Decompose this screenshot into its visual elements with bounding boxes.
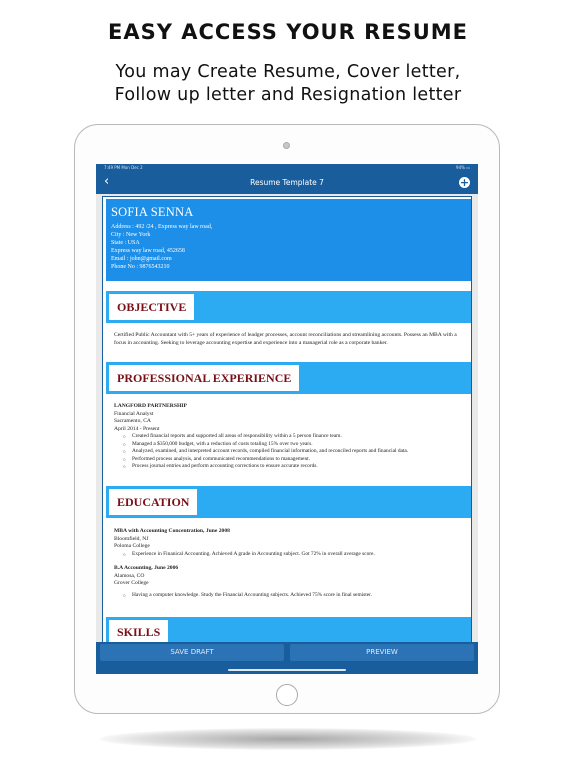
list-item: ○ Analyzed, examined, and interpreted account records, compiled financial information, and reconciled reports and financial data.	[132, 448, 466, 456]
education-bullets	[114, 592, 466, 600]
section-title: OBJECTIVE	[109, 294, 194, 320]
contact-line: Email : john@gmail.com	[111, 256, 172, 262]
resume-header	[106, 199, 472, 281]
contact-line: State : USA	[111, 240, 140, 246]
job-dates: April 2014 - Present	[114, 425, 160, 432]
school-name: Poloma College	[114, 543, 150, 549]
education-entry	[114, 528, 466, 558]
status-battery: 94% ▭	[456, 165, 470, 170]
experience-block	[114, 403, 466, 471]
list-item: ○ Having a computer knowledge. Study the Financial Accounting subjects. Achieved 75% score in final semister.	[132, 592, 466, 600]
nav-bar	[96, 172, 478, 194]
resume-document[interactable]	[102, 196, 472, 644]
section-title: PROFESSIONAL EXPERIENCE	[109, 365, 299, 391]
list-item: ○ Experience in Finanical Accounting. Achieved A grade in Accounting subject. Got 72% in overall average score.	[132, 551, 466, 559]
list-item: ○ Created financial reports and supported all areas of responsibility within a 5 person finance team.	[132, 433, 466, 441]
promo-subline-1: You may Create Resume, Cover letter,	[115, 62, 461, 82]
preview-button[interactable]: PREVIEW	[290, 644, 474, 661]
section-header-education	[106, 486, 472, 518]
job-location: Sacramento, CA	[114, 418, 151, 424]
save-draft-button[interactable]: SAVE DRAFT	[100, 644, 284, 661]
objective-text: Certified Public Accountant with 5+ years of experience of leadger processes, account reconciliations and streamlining accounts. Possess an MBA with a focus in accounting. Seeking to leverage accounting expertise and experience into a managerial role as a corporate banker.	[114, 332, 457, 346]
chevron-left-icon[interactable]: ‹	[104, 174, 110, 189]
section-title: SKILLS	[109, 620, 168, 644]
school-name: Grover College	[114, 580, 149, 586]
experience-bullets	[114, 433, 466, 471]
status-bar	[96, 164, 478, 172]
company-name: LANGFORD PARTNERSHIP	[114, 403, 187, 409]
plus-circle-icon[interactable]: +	[459, 176, 470, 189]
education-bullets	[114, 551, 466, 559]
contact-line: Phone No : 9876543210	[111, 264, 170, 270]
page-title: Resume Template 7	[250, 178, 324, 187]
degree-title: B.A Accounting, June 2006	[114, 565, 179, 571]
camera-icon	[283, 142, 290, 149]
promo-headline: EASY ACCESS YOUR RESUME	[107, 20, 469, 44]
school-location: Bloomfield, NJ	[114, 535, 149, 542]
section-header-objective	[106, 291, 472, 323]
job-role: Financial Analyst	[114, 410, 154, 417]
contact-line: Address : 492 /24 , Express way law road,	[111, 224, 213, 230]
section-header-experience	[106, 362, 472, 394]
device-shadow	[100, 728, 476, 750]
contact-line: Express way law road, 452658	[111, 248, 185, 254]
contact-line: City : New York	[111, 232, 151, 238]
degree-title: MBA with Accounting Concentration, June 2008	[114, 528, 230, 534]
promo-subline-2: Follow up letter and Resignation letter	[114, 85, 462, 105]
promo-subheadline	[0, 61, 576, 107]
list-item: ○ Managed a $350,000 budget, with a reduction of costs totaling 15% over two years.	[132, 441, 466, 449]
home-button[interactable]	[276, 684, 298, 706]
home-indicator	[228, 669, 346, 671]
section-header-skills	[106, 617, 472, 644]
list-item: ○ Process journal entries and perform accounting corrections to ensure accurate records.	[132, 463, 466, 471]
bottom-toolbar	[96, 642, 478, 674]
resume-name: SOFIA SENNA	[111, 205, 194, 219]
section-title: EDUCATION	[109, 489, 197, 515]
education-entry	[114, 565, 466, 599]
list-item: ○ Performed process analysis, and communicated recommendations to management.	[132, 456, 466, 464]
app-screen	[96, 164, 478, 674]
status-time: 7:49 PM Mon Dec 2	[104, 165, 143, 170]
school-location: Alamosa, CO	[114, 572, 145, 579]
